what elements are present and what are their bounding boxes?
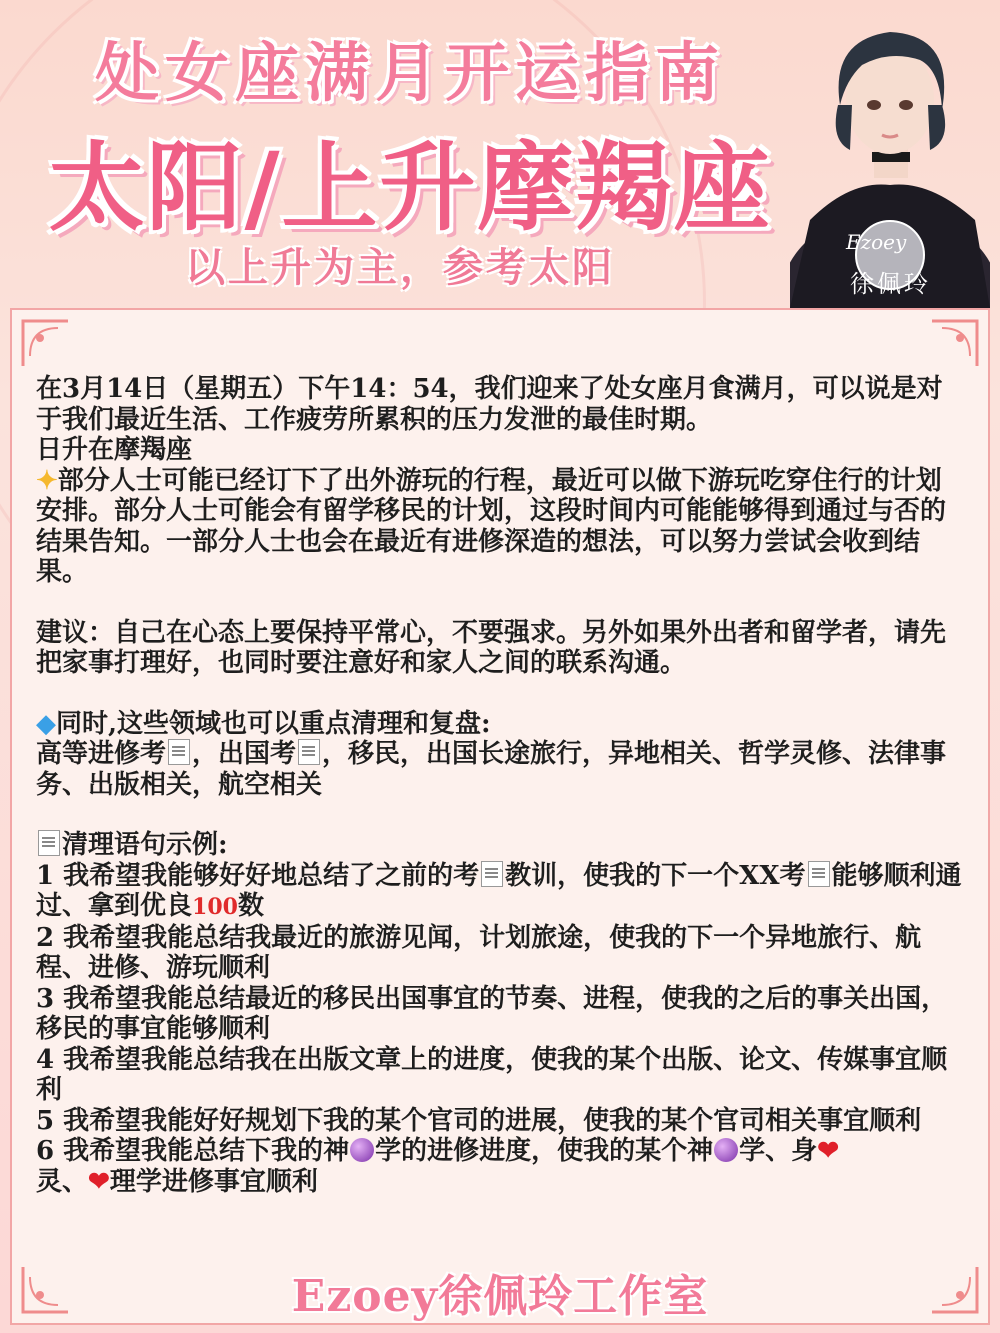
intro-paragraph: 在3月14日（星期五）下午14：54，我们迎来了处女座月食满月，可以说是对于我们最近生活、工作疲劳所累积的压力发泄的最佳时期。 bbox=[36, 374, 943, 435]
avatar bbox=[790, 10, 990, 308]
corner-ornament-top-right bbox=[922, 316, 982, 376]
page-tagline: 以上升为主，参考太阳 bbox=[185, 245, 615, 291]
forecast-text: 部分人士可能已经订下了出外游玩的行程，最近可以做下游玩吃穿住行的计划安排。部分人士可能会有留学移民的计划，这段时间内可能能够得到通过与否的结果告知。一部分人士也会在最近有进修深造的想法，可以努力尝试会收到结果。 bbox=[36, 465, 947, 587]
example-6-text-a: 6 我希望我能总结下我的神 bbox=[36, 1136, 350, 1166]
areas-heading bbox=[36, 709, 966, 740]
document-icon bbox=[298, 739, 320, 765]
avatar-name: 徐佩玲 bbox=[850, 270, 931, 298]
studio-footer: Ezoey徐佩玲工作室 bbox=[291, 1271, 709, 1322]
section-heading: 日升在摩羯座 bbox=[36, 435, 193, 465]
crystal-ball-icon bbox=[714, 1138, 738, 1162]
forecast-paragraph bbox=[36, 466, 966, 588]
document-icon bbox=[38, 830, 60, 856]
page-subtitle-sign: 太阳/上升摩羯座 bbox=[48, 132, 772, 244]
examples-heading-text: 清理语句示例: bbox=[62, 830, 228, 860]
example-6-text-d: 灵、 bbox=[36, 1166, 89, 1197]
example-item-2: 2 我希望我能总结我最近的旅游见闻，计划旅途，使我的下一个异地旅行、航程、进修、游玩顺利 bbox=[36, 922, 922, 983]
areas-list bbox=[36, 739, 966, 800]
heart-icon: ❤ bbox=[88, 1166, 110, 1197]
example-item-5: 5 我希望我能好好规划下我的某个官司的进展，使我的某个官司相关事宜顺利 bbox=[36, 1105, 922, 1136]
examples-heading bbox=[36, 830, 966, 861]
example-item-6 bbox=[36, 1136, 966, 1197]
example-1-text-d: 数 bbox=[237, 891, 264, 921]
example-6-text-e: 理学进修事宜顺利 bbox=[109, 1166, 318, 1197]
example-6-text-b: 学的进修进度，使我的某个神 bbox=[375, 1136, 714, 1166]
heart-icon: ❤ bbox=[817, 1136, 839, 1166]
areas-heading-text: 同时,这些领域也可以重点清理和复盘: bbox=[56, 708, 491, 739]
document-icon bbox=[481, 861, 503, 887]
document-icon bbox=[808, 861, 830, 887]
document-icon bbox=[168, 739, 190, 765]
areas-text-3: ，移民，出国长途旅行，异地相关、哲学灵修、法律事务、出版相关，航空相关 bbox=[36, 739, 947, 800]
example-6-text-c: 学、身 bbox=[739, 1136, 818, 1166]
sparkle-icon: ✦ bbox=[36, 465, 58, 496]
example-item-4: 4 我希望我能总结我在出版文章上的进度，使我的某个出版、论文、传媒事宜顺利 bbox=[36, 1044, 948, 1105]
page-title: 处女座满月开运指南 bbox=[95, 37, 725, 111]
advice-paragraph: 建议：自己在心态上要保持平常心，不要强求。另外如果外出者和留学者，请先把家事打理好，也同时要注意好和家人之间的联系沟通。 bbox=[36, 617, 947, 678]
areas-text-1: 高等进修考 bbox=[36, 739, 167, 769]
example-1-text-b: 教训，使我的下一个XX考 bbox=[505, 860, 806, 891]
header bbox=[0, 0, 1000, 300]
crystal-ball-icon bbox=[350, 1138, 374, 1162]
example-item-1 bbox=[36, 861, 966, 923]
hundred-points-icon: 100 bbox=[192, 894, 238, 920]
article-body bbox=[36, 374, 966, 1197]
example-1-text-a: 1 我希望我能够好好地总结了之前的考 bbox=[36, 860, 480, 891]
example-1-text-c: 能够顺利通过、拿到优良 bbox=[36, 860, 962, 921]
corner-ornament-top-left bbox=[18, 316, 78, 376]
gem-icon: ◆ bbox=[36, 708, 56, 739]
areas-text-2: ，出国考 bbox=[192, 739, 297, 769]
avatar-signature: Ezoey bbox=[846, 230, 907, 254]
example-item-3: 3 我希望我能总结最近的移民出国事宜的节奏、进程，使我的之后的事关出国，移民的事宜能够顺利 bbox=[36, 983, 948, 1044]
